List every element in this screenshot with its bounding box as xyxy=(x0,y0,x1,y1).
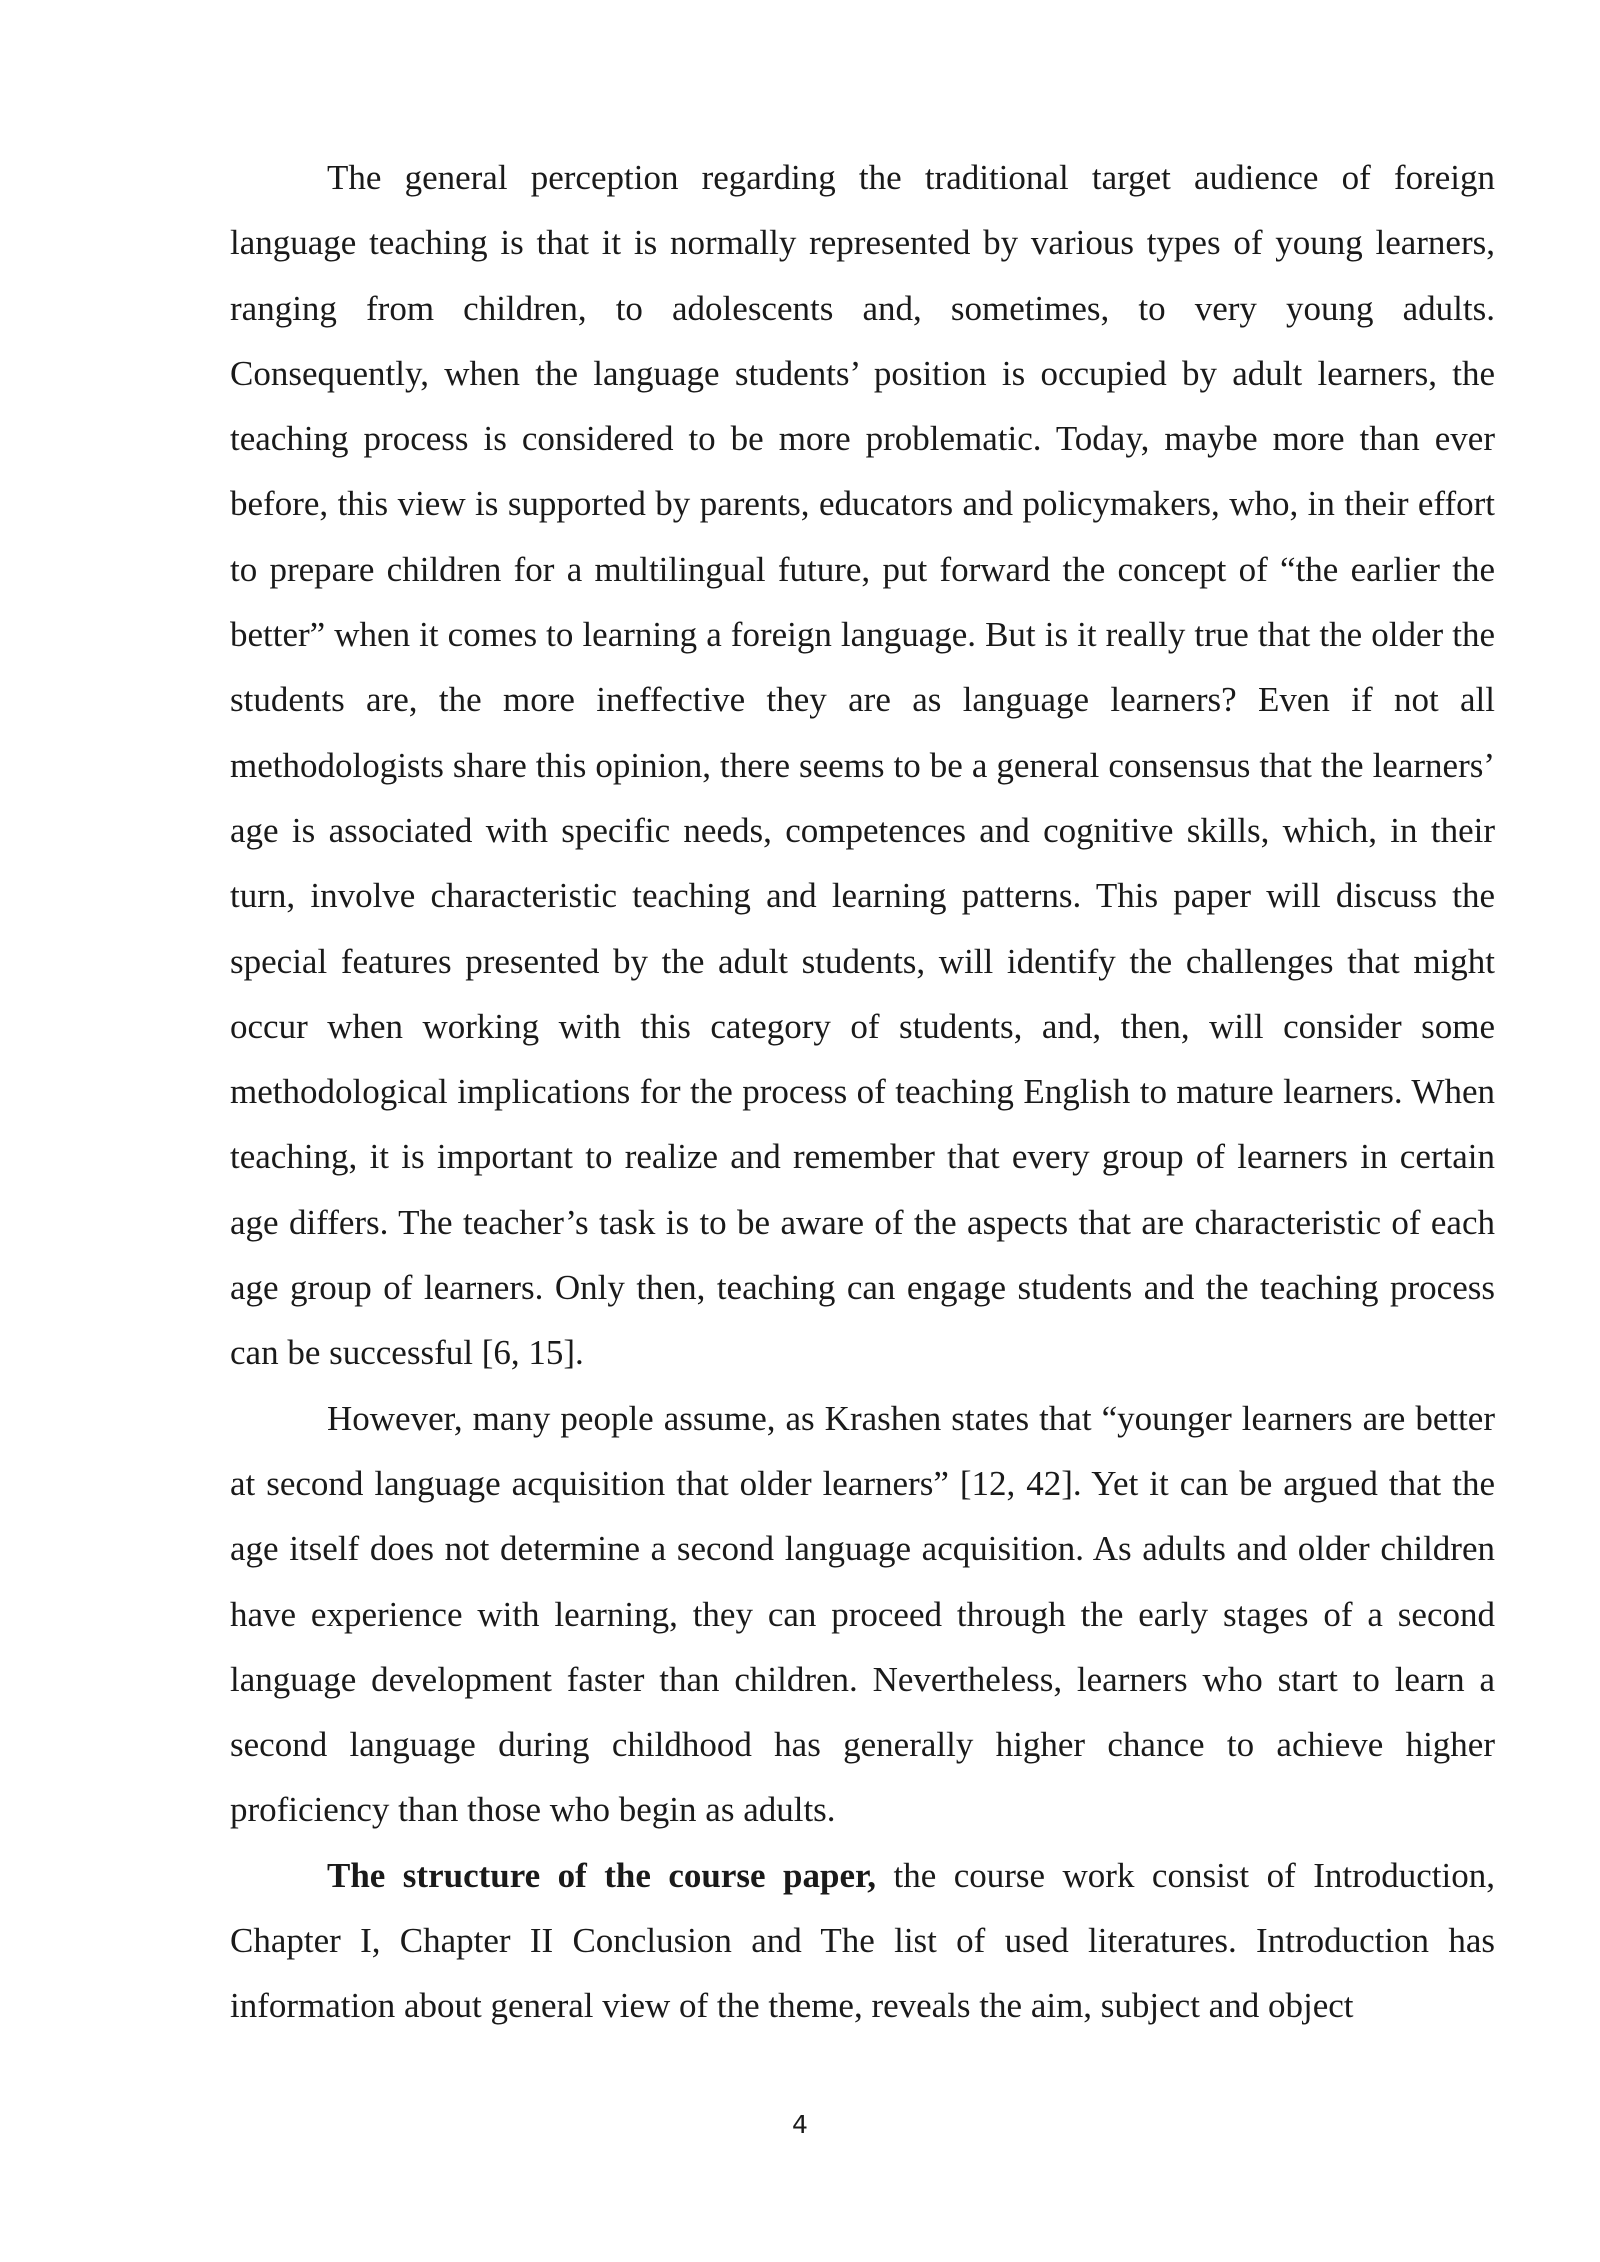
paragraph-intro: The general perception regarding the traditional target audience of foreign language teaching is that it is normally represented by various types of young learners, ranging from children, to adolescents and, sometimes, to very young adults. Consequently, when the language students’ position is occupied by adult learners, the teaching process is considered to be more problematic. Today, maybe more than ever before, this view is supported by parents, educators and policymakers, who, in their effort to prepare children for a multilingual future, put forward the concept of “the earlier the better” when it comes to learning a foreign language. But is it really true that the older the students are, the more ineffective they are as language learners? Even if not all methodologists share this opinion, there seems to be a general consensus that the learners’ age is associated with specific needs, competences and cognitive skills, which, in their turn, involve characteristic teaching and learning patterns. This paper will discuss the special features presented by the adult students, will identify the challenges that might occur when working with this category of students, and, then, will consider some methodological implications for the process of teaching English to mature learners. When teaching, it is important to realize and remember that every group of learners in certain age differs. The teacher’s task is to be aware of the aspects that are characteristic of each age group of learners. Only then, teaching can engage students and the teaching process can be successful [6, 15]. xyxy=(230,158,1495,1373)
paragraph-structure xyxy=(230,1843,1495,2039)
structure-text: the course work consist of Introduction, Chapter I, Chapter II Conclusion and The list of used literatures. Introduction has information about general view of the theme, reveals the aim, subject and object xyxy=(230,1855,1495,2026)
body-text xyxy=(230,145,1495,2039)
paragraph-krashen: However, many people assume, as Krashen states that “younger learners are better at second language acquisition that older learners” [12, 42]. Yet it can be argued that the age itself does not determine a second language acquisition. As adults and older children have experience with learning, they can proceed through the early stages of a second language development faster than children. Nevertheless, learners who start to learn a second language during childhood has generally higher chance to achieve higher proficiency than those who begin as adults. xyxy=(230,1398,1495,1830)
page-number: 4 xyxy=(792,2110,808,2139)
structure-heading: The structure of the course paper, xyxy=(327,1855,877,1895)
